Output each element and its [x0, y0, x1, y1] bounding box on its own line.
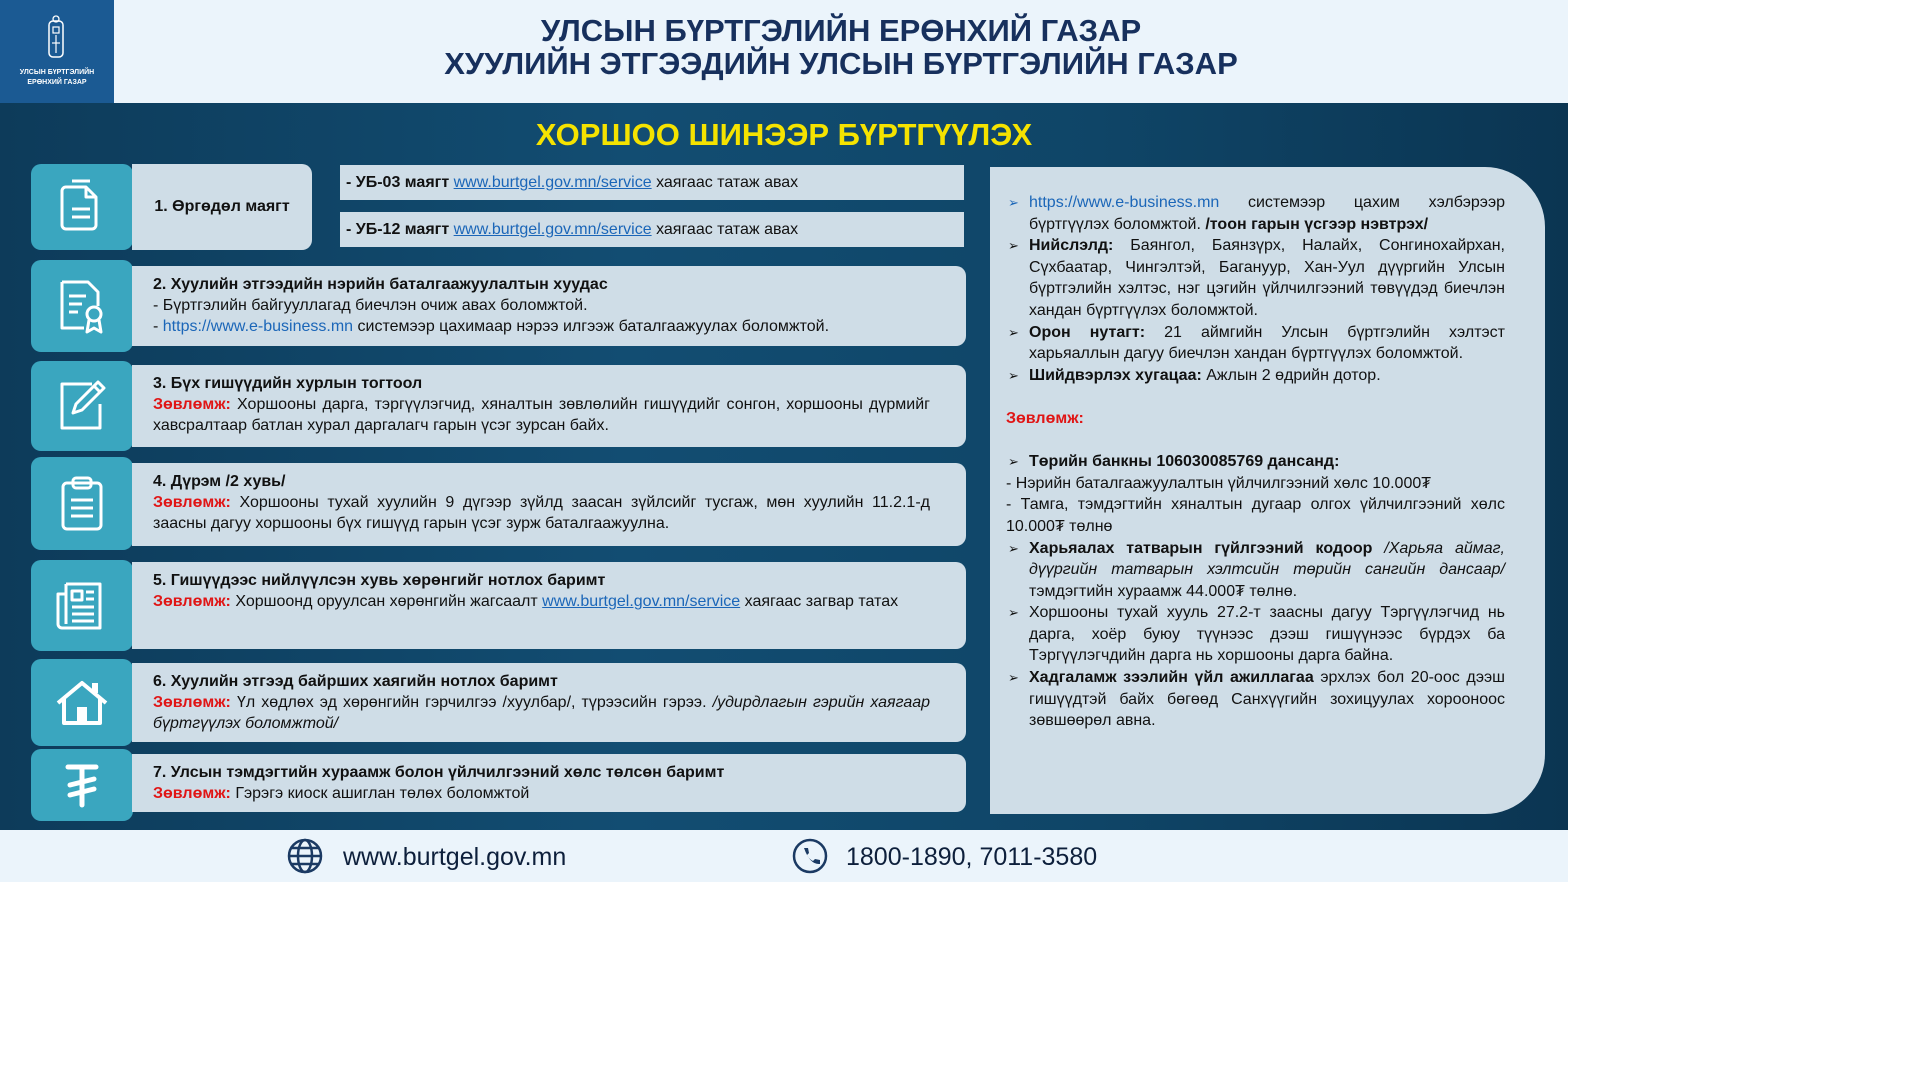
step-6-icon-box [31, 659, 133, 746]
info-item-ebusiness [1006, 192, 1505, 235]
info-advice-heading: Зөвлөмж: [1006, 409, 1084, 427]
section-title: ХОРШОО ШИНЭЭР БҮРТГҮҮЛЭХ [535, 117, 1033, 152]
bullet-arrow-icon: ➢ [1008, 540, 1019, 556]
form-2-link[interactable]: www.burtgel.gov.mn/service [453, 221, 652, 238]
step-6-title: 6. Хуулийн этгээд байрших хаягийн нотлох баримт [153, 673, 558, 690]
step-1-icon-box [31, 164, 133, 250]
step-6-advice [153, 692, 930, 734]
newspaper-icon [52, 576, 112, 636]
logo [0, 0, 114, 103]
info-local-label: Орон нутагт: [1029, 323, 1146, 341]
bullet-arrow-icon: ➢ [1008, 454, 1019, 470]
info-capital-text: Баянгол, Баянзүрх, Налайх, Сонгинохайрхан, Сүхбаатар, Чингэлтэй, Багануур, Хан-Уул дүүргийн Улсын бүртгэлийн хэлтэс, нэг цэгийн үйлчилгээний төвүүдэд биечлэн хандан бүртгүүлэх боломжтой. [1029, 237, 1505, 319]
step-5-icon-box [31, 560, 133, 651]
advice-label: Зөвлөмж: [153, 593, 231, 610]
step-3-icon-box [31, 361, 133, 451]
info-law-text: Хоршооны тухай хууль 27.2-т заасны дагуу Тэргүүлэгчид нь дарга, хоёр буюу түүнээс дээш гишүүнээс бүрдэх ба Тэргүүлэгчдийн дарга нь хоршооны дарга байна. [1029, 604, 1505, 665]
step-2-title: 2. Хуулийн этгээдийн нэрийн баталгаажуулалтын хуудас [153, 276, 608, 293]
step-7-icon-box [31, 749, 133, 821]
step-2-line-2 [153, 316, 930, 337]
step-4-title: 4. Дүрэм /2 хувь/ [153, 473, 286, 490]
info-item-duration [1006, 365, 1505, 387]
step-4-icon-box [31, 457, 133, 550]
bullet-arrow-icon: ➢ [1008, 238, 1019, 254]
footer-phone[interactable]: 1800-1890, 7011-3580 [846, 843, 1098, 871]
info-savings-label: Хадгаламж зээлийн үйл ажиллагаа [1029, 669, 1314, 687]
step-3-text: Хоршооны дарга, тэргүүлэгчид, хяналтын зөвлөлийн гишүүдийг сонгон, хоршооны дүрмийг хавсралтаар батлан хурал даргалагч гарын үсэг зурсан байх. [153, 396, 930, 434]
step-3-advice [153, 394, 930, 436]
bullet-arrow-icon: ➢ [1008, 195, 1019, 210]
document-stack-icon [52, 177, 112, 237]
form-2-suffix: хаягаас татаж авах [656, 221, 799, 238]
emblem-icon [46, 15, 66, 61]
header [0, 0, 1568, 103]
step-5-card [132, 562, 966, 649]
main-content [0, 103, 1568, 830]
info-panel [990, 167, 1545, 814]
info-item-tax [1006, 538, 1505, 603]
form-row-1 [340, 165, 964, 200]
bullet-arrow-icon: ➢ [1008, 670, 1019, 686]
form-1-link[interactable]: www.burtgel.gov.mn/service [453, 174, 652, 191]
step-6-text: Үл хөдлөх эд хөрөнгийн гэрчилгээ /хуулбар/, түрээсийн гэрээ. [236, 694, 707, 711]
e-business-link[interactable]: https://www.e-business.mn [162, 318, 354, 335]
advice-label: Зөвлөмж: [153, 396, 231, 413]
bullet-arrow-icon: ➢ [1008, 367, 1019, 383]
bullet-arrow-icon: ➢ [1008, 324, 1019, 340]
step-2-icon-box [31, 260, 133, 352]
info-ebusiness-note: /тоон гарын үсгээр нэвтрэх/ [1200, 215, 1429, 233]
form-row-2 [340, 212, 964, 247]
info-fee-name: - Нэрийн баталгаажуулалтын үйлчилгээний хөлс 10.000₮ [1006, 474, 1432, 492]
tugrik-icon [52, 755, 112, 815]
advice-label: Зөвлөмж: [153, 494, 231, 511]
step-5-advice [153, 591, 930, 612]
info-item-law [1006, 602, 1505, 667]
title-line-2: ХУУЛИЙН ЭТГЭЭДИЙН УЛСЫН БҮРТГЭЛИЙН ГАЗАР [444, 46, 1238, 81]
info-item-savings [1006, 667, 1505, 732]
info-item-capital [1006, 235, 1505, 321]
globe-icon [286, 837, 324, 875]
edit-document-icon [52, 376, 112, 436]
step-7-text: Гэрэгэ киоск ашиглан төлөх боломжтой [235, 785, 530, 802]
step-2-dash: - [153, 318, 163, 335]
advice-label: Зөвлөмж: [153, 694, 231, 711]
step-7-title: 7. Улсын тэмдэгтийн хураамж болон үйлчилгээний хөлс төлсөн баримт [153, 764, 725, 781]
info-fee-stamp: - Тамга, тэмдэгтийн хяналтын дугаар олгох үйлчилгээний хөлс 10.000₮ төлнө [1006, 496, 1505, 535]
form-1-name: - УБ-03 маягт [346, 174, 450, 191]
step-1-title: 1. Өргөдөл маягт [132, 164, 312, 250]
footer [0, 830, 1568, 882]
step-5-text: Хоршоонд оруулсан хөрөнгийн жагсаалт [235, 593, 538, 610]
bullet-arrow-icon: ➢ [1008, 605, 1019, 621]
step-6-note: /удирдлагын гэрийн хаягаар бүртгүүлэх боломжтой/ [153, 694, 931, 732]
form-2-name: - УБ-12 маягт [346, 221, 450, 238]
burtgel-service-link[interactable]: www.burtgel.gov.mn/service [542, 593, 741, 610]
step-2-line-1: - Бүртгэлийн байгууллагад биечлэн очиж авах боломжтой. [153, 297, 588, 314]
info-savings-text: эрхлэх бол 20-оос дээш гишүүдтэй байх бөгөөд Санхүүгийн зохицуулах хорооноос зөвшөөрөл авна. [1029, 669, 1505, 730]
home-icon [52, 673, 112, 733]
step-3-card [132, 365, 966, 447]
step-7-card [132, 754, 966, 812]
info-duration-text: Ажлын 2 өдрийн дотор. [1201, 366, 1381, 384]
step-2-card [132, 266, 966, 346]
info-ebusiness-link[interactable]: https://www.e-business.mn [1029, 194, 1220, 211]
info-item-local [1006, 322, 1505, 365]
info-capital-label: Нийслэлд: [1029, 237, 1114, 255]
info-item-bank [1006, 451, 1505, 473]
step-6-card [132, 663, 966, 742]
info-local-text: 21 аймгийн Улсын бүртгэлийн хэлтэст харьяаллын дагуу биечлэн хандан бүртгүүлэх боломжтой. [1029, 323, 1506, 363]
logo-text-1: УЛСЫН БҮРТГЭЛИЙН [19, 69, 95, 76]
advice-label: Зөвлөмж: [153, 785, 231, 802]
info-ebusiness-text: системээр цахим хэлбэрээр бүртгүүлэх боломжтой. [1029, 194, 1505, 233]
step-3-title: 3. Бүх гишүүдийн хурлын тогтоол [153, 375, 423, 392]
form-1-suffix: хаягаас татаж авах [656, 174, 799, 191]
step-2-line-2-text: системээр цахимаар нэрээ илгээж баталгаажуулах боломжтой. [353, 318, 830, 335]
step-7-advice [153, 783, 930, 804]
logo-text-2: ЕРӨНХИЙ ГАЗАР [27, 79, 87, 86]
page-title [114, 14, 1568, 80]
step-5-title: 5. Гишүүдээс нийлүүлсэн хувь хөрөнгийг нотлох баримт [153, 572, 606, 589]
info-bank-label: Төрийн банкны 106030085769 дансанд: [1029, 453, 1340, 471]
clipboard-icon [52, 474, 112, 534]
phone-icon [791, 837, 829, 875]
step-4-text: Хоршооны тухай хуулийн 9 дүгээр зүйлд заасан зүйлсийг тусгаж, мөн хуулийн 11.2.1-д заасны дагуу хоршооны бүх гишүүд гарын үсэг зурж баталгаажуулна. [153, 494, 930, 532]
info-duration-label: Шийдвэрлэх хугацаа: [1029, 366, 1202, 384]
title-line-1: УЛСЫН БҮРТГЭЛИЙН ЕРӨНХИЙ ГАЗАР [540, 13, 1142, 48]
info-tax-text: тэмдэгтийн хураамж 44.000₮ төлнө. [1029, 582, 1298, 600]
footer-website[interactable]: www.burtgel.gov.mn [343, 843, 567, 871]
step-5-text-suffix: хаягаас загвар татах [744, 593, 899, 610]
step-4-advice [153, 492, 930, 534]
certificate-icon [52, 276, 112, 336]
step-4-card [132, 463, 966, 546]
info-tax-label: Харьяалах татварын гүйлгээний кодоор [1029, 539, 1373, 557]
info-tax-note: /Харьяа аймаг, дүүргийн татварын хэлтсийн төрийн сангийн дансаар/ [1029, 539, 1505, 579]
